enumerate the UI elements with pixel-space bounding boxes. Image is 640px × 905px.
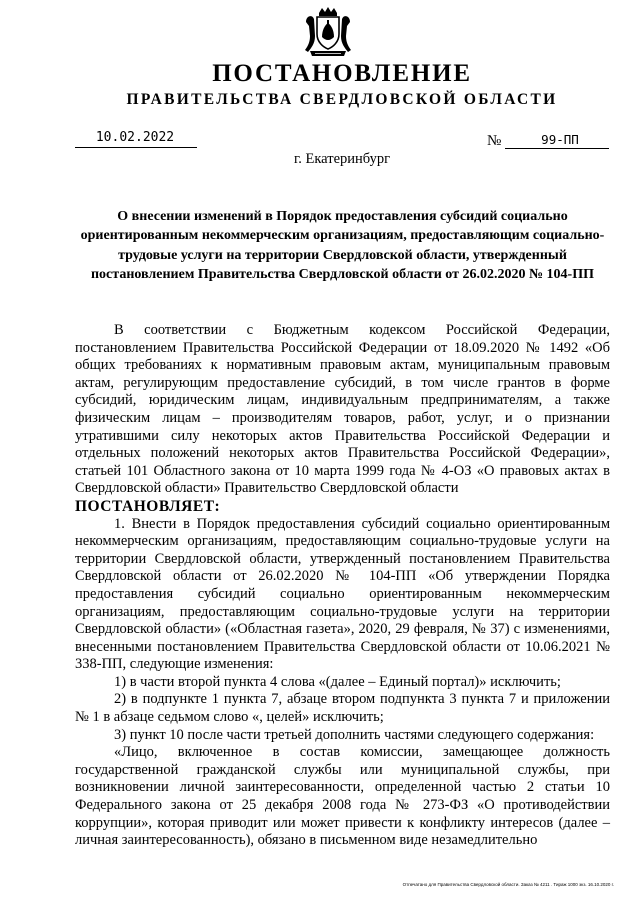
subclause-3-paragraph: 3) пункт 10 после части третьей дополнить частями следующего содержания: [114,726,595,743]
number-label: № [487,133,502,149]
subclause-2-paragraph: 2) в подпункте 1 пункта 7, абзаце втором подпункта 3 пункта 7 и приложении № 1 в абзаце седьмом слово «, целей» исключить; [75,691,610,726]
document-date: 10.02.2022 [95,130,175,145]
document-number: 99-ПП [541,132,579,147]
sverdlovsk-oblast-coat-of-arms-icon [302,6,354,58]
document-body [75,322,610,850]
preamble-paragraph: В соответствии с Бюджетным кодексом Российской Федерации, постановлением Правительства Российской Федерации от 18.09.2020 № 1492 «Об общих требованиях к нормативным правовым актам, муниципальным правовым актам, регулирующим предоставление субсидий, в том числе грантов в форме субсидий, юридическим лицам, индивидуальным предпринимателям, а также физическим лицам – производителям товаров, работ, услуг, и о признании утратившими силу некоторых актов Правительства Российской Федерации и отдельных положений некоторых актов Правительства Российской Федерации», статьей 101 Областного закона от 10 марта 1999 года № 4-ОЗ «О правовых актах в Свердловской области» Правительство Свердловской области [75,322,610,497]
clause-1-paragraph: 1. Внести в Порядок предоставления субсидий социально ориентированным некоммерческим организациям, предоставляющим социально-трудовые услуги на территории Свердловской области, утвержденный постановлением Правительства Свердловской области от 26.02.2020 № 104-ПП «Об утверждении Порядка предоставления субсидий социально ориентированным некоммерческим организациям, предоставляющим социально-трудовые услуги на территории Свердловской области» («Областная газета», 2020, 29 февраля, № 37) с изменениями, внесенными постановлением Правительства Свердловской области от 10.06.2021 № 338-ПП, следующие изменения: [75,515,610,673]
document-title: ПОСТАНОВЛЕНИЕ [212,60,472,87]
print-footer: Отпечатано для Правительства Свердловской области. Заказ № 4211 . Тираж 1000 экз. 16.10.2020 г. [402,882,614,887]
document-heading: О внесении изменений в Порядок предоставления субсидий социально ориентированным некоммерческим организациям, предоставляющим социально-трудовые услуги на территории Свердловской области, утвержденный постановлением Правительства Свердловской области от 26.02.2020 № 104-ПП [80,209,605,282]
city-line: г. Екатеринбург [293,151,391,167]
issuing-authority: ПРАВИТЕЛЬСТВА СВЕРДЛОВСКОЙ ОБЛАСТИ [126,91,558,108]
quoted-amendment-paragraph: «Лицо, включенное в состав комиссии, замещающее должность государственной гражданской службы или муниципальной службы, при возникновении личной заинтересованности, определенной частью 2 статьи 10 Федерального закона от 25 декабря 2008 года № 273-ФЗ «О противодействии коррупции», которая приводит или может привести к конфликту интересов (далее – личная заинтересованность), обязано в письменном виде незамедлительно [75,744,610,849]
date-underline [75,147,197,148]
number-underline [505,148,609,149]
subclause-1-paragraph: 1) в части второй пункта 4 слова «(далее – Единый портал)» исключить; [114,673,561,690]
decree-word: ПОСТАНОВЛЯЕТ: [75,497,221,515]
